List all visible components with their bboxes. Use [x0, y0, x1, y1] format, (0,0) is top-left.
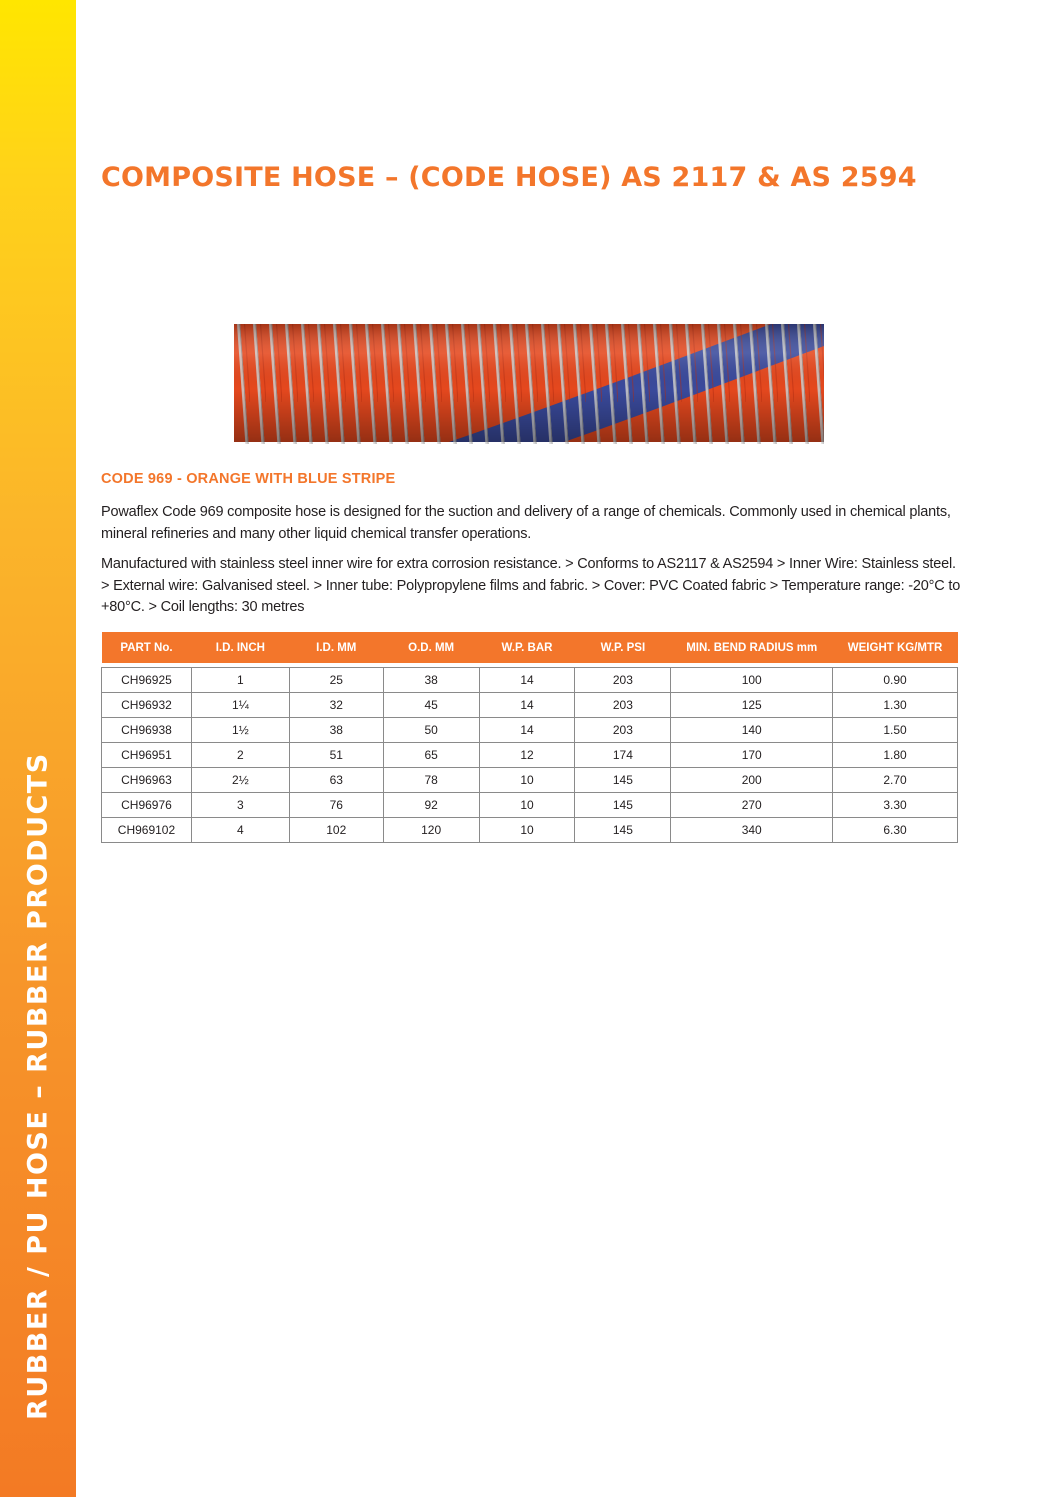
- cell-part-no: CH96925: [102, 668, 192, 693]
- cell-od-mm: 38: [383, 668, 479, 693]
- header-min-bend-radius: MIN. BEND RADIUS mm: [671, 632, 833, 663]
- cell-wp-bar: 10: [479, 768, 575, 793]
- cell-part-no: CH96938: [102, 718, 192, 743]
- cell-wp-bar: 12: [479, 743, 575, 768]
- hose-photo: [234, 302, 824, 444]
- header-wp-bar: W.P. BAR: [479, 632, 575, 663]
- cell-wp-psi: 145: [575, 793, 671, 818]
- cell-od-mm: 50: [383, 718, 479, 743]
- cell-wp-bar: 10: [479, 793, 575, 818]
- cell-weight: 0.90: [833, 668, 958, 693]
- cell-part-no: CH96976: [102, 793, 192, 818]
- header-id-inch: I.D. INCH: [191, 632, 289, 663]
- cell-wp-psi: 174: [575, 743, 671, 768]
- table-row: [102, 693, 958, 718]
- spec-table: [101, 632, 958, 843]
- cell-wp-bar: 10: [479, 818, 575, 843]
- table-header-row: [102, 632, 958, 663]
- cell-id-inch: 4: [191, 818, 289, 843]
- cell-min-bend-radius: 340: [671, 818, 833, 843]
- cell-part-no: CH96951: [102, 743, 192, 768]
- cell-weight: 2.70: [833, 768, 958, 793]
- cell-min-bend-radius: 140: [671, 718, 833, 743]
- table-row: [102, 793, 958, 818]
- table-row: [102, 818, 958, 843]
- cell-id-mm: 63: [289, 768, 383, 793]
- cell-od-mm: 120: [383, 818, 479, 843]
- cell-id-mm: 38: [289, 718, 383, 743]
- header-weight: WEIGHT KG/MTR: [833, 632, 958, 663]
- cell-id-mm: 76: [289, 793, 383, 818]
- cell-od-mm: 65: [383, 743, 479, 768]
- cell-wp-bar: 14: [479, 668, 575, 693]
- cell-id-mm: 51: [289, 743, 383, 768]
- header-wp-psi: W.P. PSI: [575, 632, 671, 663]
- product-features: Manufactured with stainless steel inner wire for extra corrosion resistance. > Conforms to AS2117 & AS2594 > Inner Wire: Stainless steel. > External wire: Galvanised steel. > Inner tube: Polypropylene films and fabric. > Cover: PVC Coated fabric > Temperature range: -20°C to +80°C. > Coil lengths: 30 metres: [101, 556, 961, 615]
- header-od-mm: O.D. MM: [383, 632, 479, 663]
- cell-weight: 3.30: [833, 793, 958, 818]
- cell-min-bend-radius: 200: [671, 768, 833, 793]
- cell-min-bend-radius: 125: [671, 693, 833, 718]
- cell-part-no: CH96932: [102, 693, 192, 718]
- cell-wp-psi: 203: [575, 693, 671, 718]
- header-part-no: PART No.: [102, 632, 192, 663]
- cell-weight: 6.30: [833, 818, 958, 843]
- cell-id-mm: 25: [289, 668, 383, 693]
- cell-min-bend-radius: 100: [671, 668, 833, 693]
- table-row: [102, 668, 958, 693]
- cell-id-mm: 32: [289, 693, 383, 718]
- cell-wp-psi: 203: [575, 718, 671, 743]
- cell-od-mm: 45: [383, 693, 479, 718]
- cell-weight: 1.30: [833, 693, 958, 718]
- cell-id-mm: 102: [289, 818, 383, 843]
- cell-part-no: CH96963: [102, 768, 192, 793]
- section-label: RUBBER / PU HOSE – RUBBER PRODUCTS: [22, 752, 54, 1420]
- cell-id-inch: 2½: [191, 768, 289, 793]
- cell-wp-psi: 145: [575, 818, 671, 843]
- cell-wp-bar: 14: [479, 693, 575, 718]
- cell-min-bend-radius: 170: [671, 743, 833, 768]
- cell-id-inch: 2: [191, 743, 289, 768]
- side-bar: [0, 0, 76, 1497]
- cell-part-no: CH969102: [102, 818, 192, 843]
- cell-id-inch: 1¼: [191, 693, 289, 718]
- product-subtitle: CODE 969 - ORANGE WITH BLUE STRIPE: [101, 471, 396, 487]
- cell-id-inch: 1: [191, 668, 289, 693]
- table-row: [102, 718, 958, 743]
- cell-id-inch: 1½: [191, 718, 289, 743]
- page-title: COMPOSITE HOSE – (CODE HOSE) AS 2117 & AS 2594: [101, 162, 917, 193]
- cell-wp-psi: 145: [575, 768, 671, 793]
- product-description: Powaflex Code 969 composite hose is designed for the suction and delivery of a range of chemicals. Commonly used in chemical plants, mineral refineries and many other liquid chemical transfer operations.: [101, 504, 951, 542]
- table-row: [102, 743, 958, 768]
- cell-min-bend-radius: 270: [671, 793, 833, 818]
- cell-id-inch: 3: [191, 793, 289, 818]
- header-id-mm: I.D. MM: [289, 632, 383, 663]
- cell-od-mm: 92: [383, 793, 479, 818]
- cell-wp-bar: 14: [479, 718, 575, 743]
- cell-od-mm: 78: [383, 768, 479, 793]
- cell-wp-psi: 203: [575, 668, 671, 693]
- table-row: [102, 768, 958, 793]
- cell-weight: 1.50: [833, 718, 958, 743]
- cell-weight: 1.80: [833, 743, 958, 768]
